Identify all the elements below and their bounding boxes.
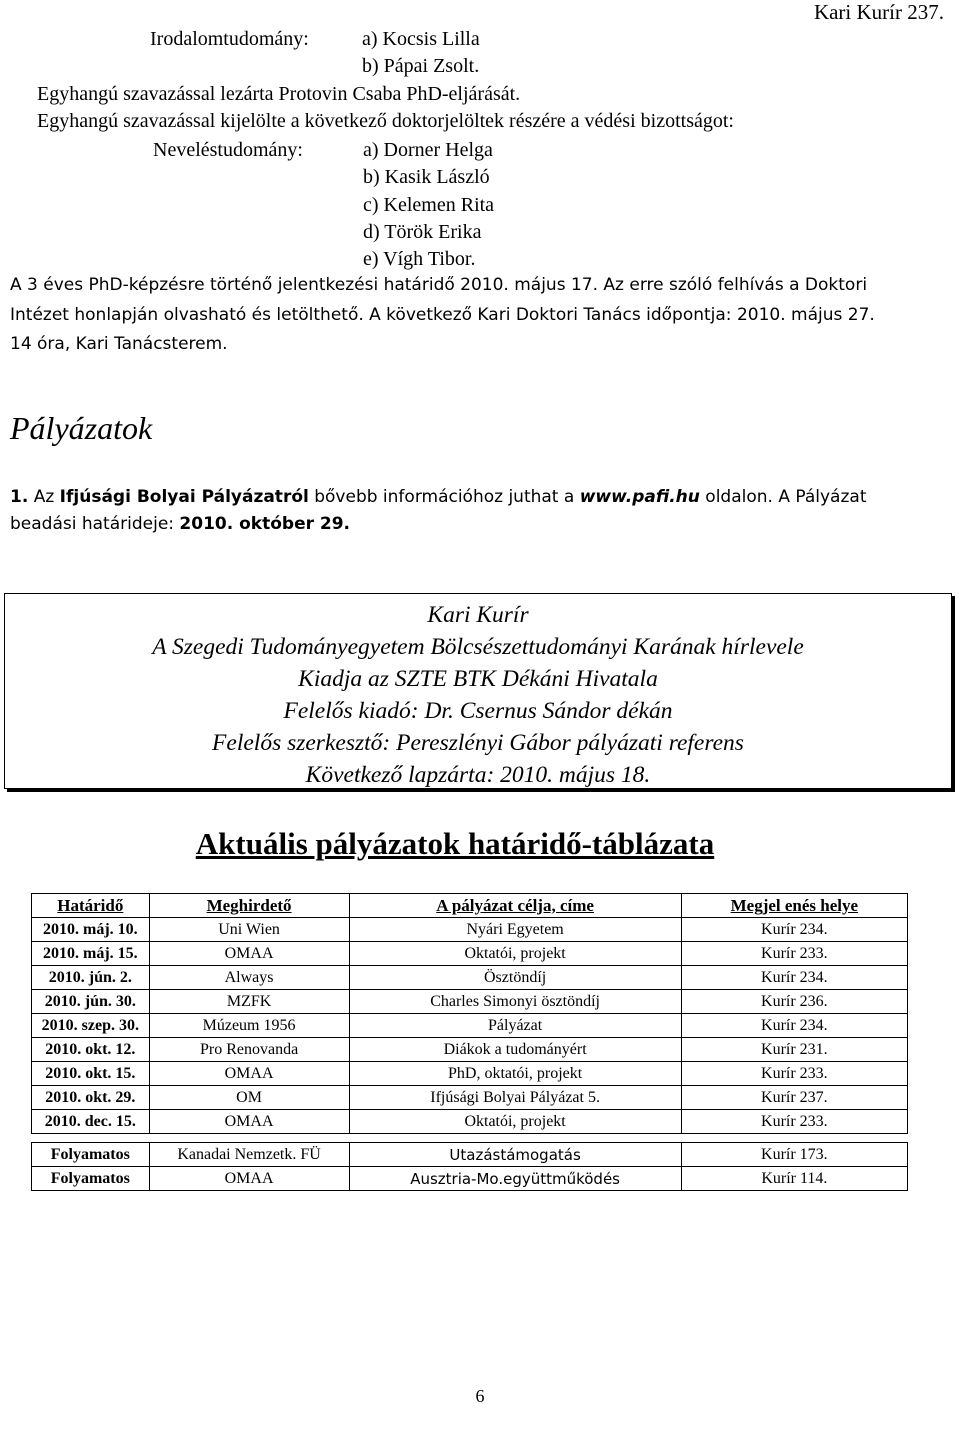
- table-cell: Always: [149, 966, 349, 990]
- page-number: 6: [475, 1386, 485, 1406]
- imprint-line: Kiadja az SZTE BTK Dékáni Hivatala: [298, 666, 658, 692]
- column-header: A pályázat célja, címe: [349, 894, 681, 918]
- committee-member: a) Dorner Helga: [363, 139, 493, 161]
- table-cell: 2010. dec. 15.: [32, 1110, 150, 1134]
- table-cell: Diákok a tudományért: [349, 1038, 681, 1062]
- table-row: [32, 1143, 908, 1167]
- statement-committee-appointed: Egyhangú szavazással kijelölte a következő doktorjelöltek részére a védési bizottságot:: [37, 110, 734, 132]
- table-header-row: [32, 894, 908, 918]
- table-cell: Kurír 234.: [681, 1014, 907, 1038]
- table-row: [32, 966, 908, 990]
- table-row: [32, 1062, 908, 1086]
- table-cell: 2010. okt. 15.: [32, 1062, 150, 1086]
- table-cell: Kurír 114.: [681, 1167, 907, 1191]
- committee-member: a) Kocsis Lilla: [362, 28, 480, 50]
- imprint-line: Kari Kurír: [427, 602, 529, 628]
- column-header: Határidő: [32, 894, 150, 918]
- deadlines-table-title: Aktuális pályázatok határidő-táblázata: [195, 826, 715, 861]
- table-cell: Ifjúsági Bolyai Pályázat 5.: [349, 1086, 681, 1110]
- table-cell: Pályázat: [349, 1014, 681, 1038]
- table-cell: 2010. máj. 15.: [32, 942, 150, 966]
- deadlines-table: [31, 893, 908, 1191]
- table-row: [32, 1014, 908, 1038]
- table-cell: Kurír 233.: [681, 1062, 907, 1086]
- table-cell: Oktatói, projekt: [349, 942, 681, 966]
- table-cell: OMAA: [149, 1062, 349, 1086]
- item-text: Az: [33, 487, 55, 507]
- committee-member: e) Vígh Tibor.: [363, 248, 476, 270]
- statement-closed-procedure: Egyhangú szavazással lezárta Protovin Csaba PhD-eljárását.: [37, 83, 521, 105]
- committee-member: d) Török Erika: [363, 221, 482, 243]
- imprint-line: Felelős kiadó: Dr. Csernus Sándor dékán: [283, 698, 673, 724]
- committee-member: b) Pápai Zsolt.: [362, 55, 480, 77]
- table-row: [32, 942, 908, 966]
- table-cell: PhD, oktatói, projekt: [349, 1062, 681, 1086]
- announcement-line: A 3 éves PhD-képzésre történő jelentkezési határidő 2010. május 17. Az erre szóló felhívás a Doktori: [10, 275, 868, 295]
- table-cell: Charles Simonyi ösztöndíj: [349, 990, 681, 1014]
- table-cell: 2010. jún. 2.: [32, 966, 150, 990]
- committee-field-education: Neveléstudomány:: [153, 139, 303, 161]
- table-spacer: [32, 1134, 908, 1143]
- table-cell: 2010. okt. 29.: [32, 1086, 150, 1110]
- table-cell: Ösztöndíj: [349, 966, 681, 990]
- item-url-link[interactable]: www.pafi.hu: [579, 487, 700, 507]
- table-row: [32, 1086, 908, 1110]
- table-cell: OMAA: [149, 1167, 349, 1191]
- table-cell: 2010. jún. 30.: [32, 990, 150, 1014]
- palyazat-item-line1: [10, 484, 866, 510]
- table-cell: Kurír 234.: [681, 918, 907, 942]
- table-cell: 2010. máj. 10.: [32, 918, 150, 942]
- table-cell: Folyamatos: [32, 1143, 150, 1167]
- table-cell: Kurír 233.: [681, 942, 907, 966]
- table-cell: MZFK: [149, 990, 349, 1014]
- table-cell: Kurír 237.: [681, 1086, 907, 1110]
- palyazat-item-line2: [10, 511, 350, 537]
- table-cell: Kurír 236.: [681, 990, 907, 1014]
- section-title-palyazatok: Pályázatok: [10, 410, 153, 446]
- table-cell: Kurír 173.: [681, 1143, 907, 1167]
- column-header: Megjel enés helye: [681, 894, 907, 918]
- imprint-line: Felelős szerkesztő: Pereszlényi Gábor pályázati referens: [212, 730, 744, 756]
- table-cell: Kurír 231.: [681, 1038, 907, 1062]
- table-cell: Utazástámogatás: [349, 1143, 681, 1167]
- table-cell: Kanadai Nemzetk. FÜ: [149, 1143, 349, 1167]
- table-cell: Ausztria-Mo.együttműködés: [349, 1167, 681, 1191]
- table-row: [32, 1038, 908, 1062]
- item-title: Ifjúsági Bolyai Pályázatról: [59, 487, 309, 507]
- table-cell: 2010. szep. 30.: [32, 1014, 150, 1038]
- item-deadline: 2010. október 29.: [179, 514, 351, 534]
- committee-member: c) Kelemen Rita: [363, 194, 495, 216]
- committee-member: b) Kasik László: [363, 166, 490, 188]
- table-cell: Múzeum 1956: [149, 1014, 349, 1038]
- table-cell: Kurír 233.: [681, 1110, 907, 1134]
- table-cell: OM: [149, 1086, 349, 1110]
- announcement-line: Intézet honlapján olvasható és letölthető. A következő Kari Doktori Tanács időpontja: 2010. május 27.: [10, 305, 875, 325]
- table-row: [32, 990, 908, 1014]
- item-text: oldalon. A Pályázat: [705, 487, 867, 507]
- table-cell: Kurír 234.: [681, 966, 907, 990]
- imprint-line: Következő lapzárta: 2010. május 18.: [305, 762, 651, 788]
- announcement-line: 14 óra, Kari Tanácsterem.: [10, 334, 228, 354]
- table-row: [32, 1110, 908, 1134]
- table-cell: OMAA: [149, 1110, 349, 1134]
- table-cell: Pro Renovanda: [149, 1038, 349, 1062]
- column-header: Meghirdető: [149, 894, 349, 918]
- item-text: beadási határideje:: [10, 514, 175, 534]
- table-row: [32, 1167, 908, 1191]
- table-cell: Folyamatos: [32, 1167, 150, 1191]
- item-number: 1.: [10, 487, 29, 507]
- table-row: [32, 918, 908, 942]
- table-cell: 2010. okt. 12.: [32, 1038, 150, 1062]
- table-cell: OMAA: [149, 942, 349, 966]
- table-cell: Oktatói, projekt: [349, 1110, 681, 1134]
- imprint-box: [4, 593, 952, 789]
- item-text: bővebb információhoz juthat a: [314, 487, 575, 507]
- committee-field-literature: Irodalomtudomány:: [150, 28, 309, 50]
- table-cell: Uni Wien: [149, 918, 349, 942]
- imprint-line: A Szegedi Tudományegyetem Bölcsészettudományi Karának hírlevele: [152, 634, 804, 660]
- issue-header: Kari Kurír 237.: [813, 0, 944, 24]
- table-cell: Nyári Egyetem: [349, 918, 681, 942]
